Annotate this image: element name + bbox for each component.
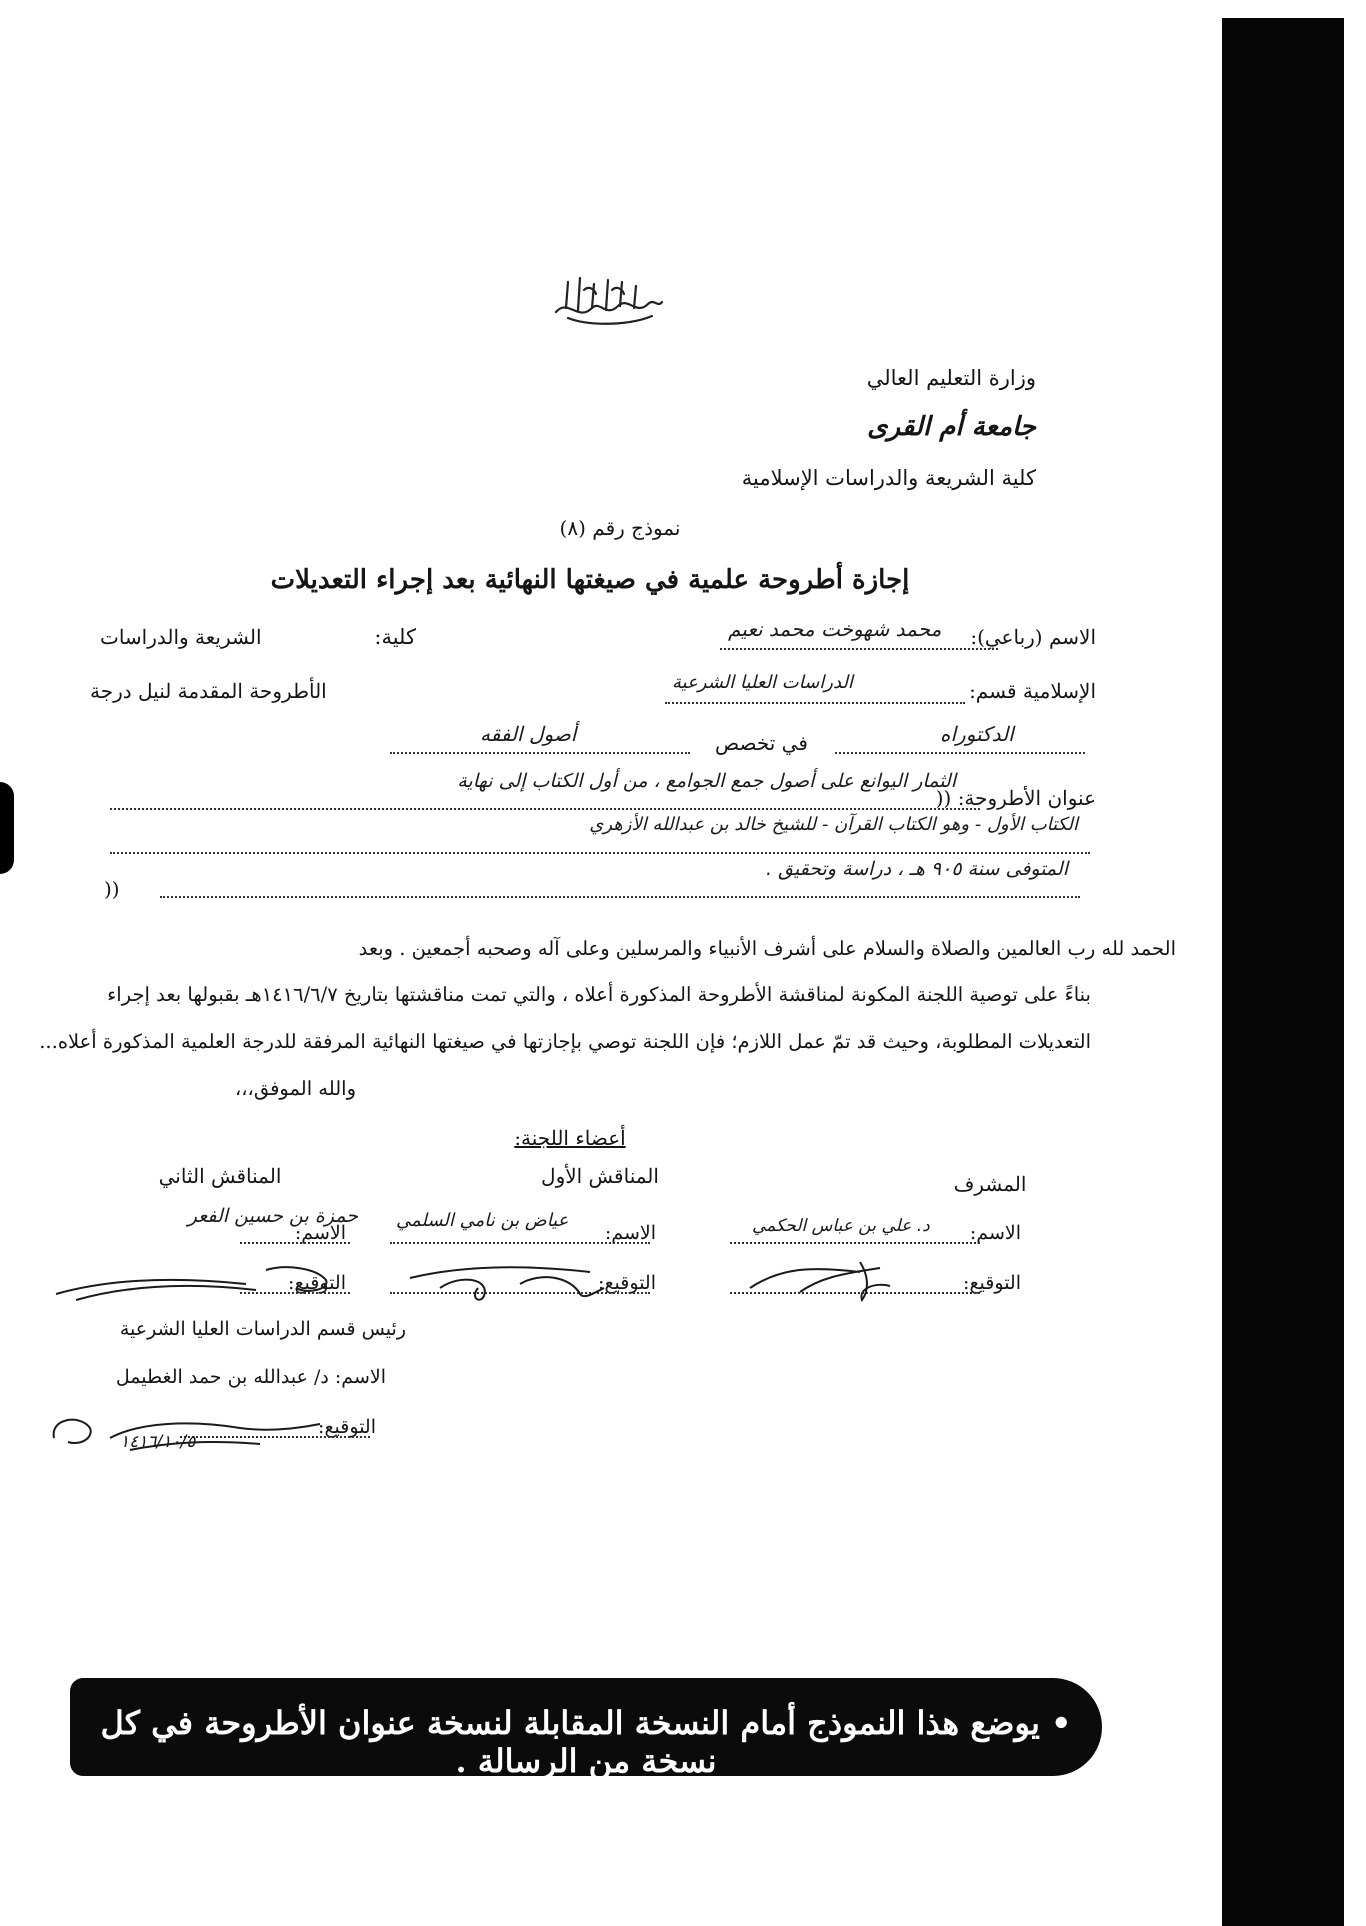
name-label: الاسم (رباعي):	[970, 625, 1096, 649]
university-name: جامعة أم القرى	[867, 412, 1036, 442]
first-examiner-signature	[400, 1248, 620, 1312]
second-examiner-name-value: حمزة بن حسين الفعر	[187, 1205, 358, 1227]
scan-punch-mark	[0, 782, 14, 874]
thesis-title-line3: المتوفى سنة ٩٠٥ هـ ، دراسة وتحقيق .	[766, 858, 1068, 880]
instruction-banner-text: • يوضع هذا النموذج أمام النسخة المقابلة لنسخة عنوان الأطروحة في كل نسخة من الرسالة .	[100, 1704, 1072, 1780]
second-examiner-signature	[46, 1250, 346, 1310]
degree-value: الدكتوراه	[940, 722, 1014, 746]
supervisor-signature	[740, 1248, 940, 1308]
college-label: كلية:	[374, 625, 416, 649]
basmala-calligraphy	[548, 268, 668, 330]
thesis-title-line2: الكتاب الأول - وهو الكتاب القرآن - للشيخ خالد بن عبدالله الأزهري	[589, 814, 1078, 835]
thesis-title-line1: الثمار اليوانع على أصول جمع الجوامع ، من أول الكتاب إلى نهاية	[457, 770, 956, 792]
thesis-degree-label: الأطروحة المقدمة لنيل درجة	[90, 679, 327, 703]
specialty-value: أصول الفقه	[480, 722, 577, 746]
second-examiner-role: المناقش الثاني	[158, 1164, 282, 1188]
scan-black-edge	[1222, 18, 1344, 1926]
document-title: إجازة أطروحة علمية في صيغتها النهائية بعد إجراء التعديلات	[270, 565, 910, 595]
first-examiner-role: المناقش الأول	[541, 1164, 659, 1188]
department-head-signature-note: ١٤١٦/١٠/٥	[120, 1432, 196, 1452]
first-examiner-name-label: الاسم:	[604, 1222, 656, 1244]
thesis-title-close: ))	[104, 877, 120, 901]
name-value: محمد شهوخت محمد نعيم	[728, 617, 942, 641]
department-head-signature-label: التوقيع:	[318, 1416, 376, 1438]
department-head-name: الاسم: د/ عبدالله بن حمد الغطيمل	[115, 1366, 386, 1388]
body-line-2: بناءً على توصية اللجنة المكونة لمناقشة الأطروحة المذكورة أعلاه ، والتي تمت مناقشتها بتاريخ ١٤١٦/٦/٧هـ بقبولها بعد إجراء	[107, 983, 1091, 1006]
form-number: نموذج رقم (٨)	[559, 516, 681, 540]
first-examiner-name-value: عياض بن نامي السلمي	[396, 1210, 569, 1231]
body-line-1: الحمد لله رب العالمين والصلاة والسلام على أشرف الأنبياء والمرسلين وعلى آله وصحبه أجمعين . وبعد	[358, 937, 1176, 960]
college-value: الشريعة والدراسات	[100, 625, 262, 649]
closing-line: والله الموفق،،،	[234, 1077, 356, 1100]
department-head-title: رئيس قسم الدراسات العليا الشرعية	[119, 1318, 406, 1340]
committee-heading: أعضاء اللجنة:	[514, 1126, 626, 1150]
supervisor-role: المشرف	[953, 1172, 1027, 1196]
first-examiner-signature-label: التوقيع:	[598, 1272, 656, 1294]
second-examiner-signature-label: التوقيع:	[288, 1272, 346, 1294]
body-line-3: التعديلات المطلوبة، وحيث قد تمّ عمل اللازم؛ فإن اللجنة توصي بإجازتها في صيغتها النهائية المرفقة للدرجة العلمية المذكورة أعلاه...	[39, 1030, 1091, 1053]
department-value: الدراسات العليا الشرعية	[672, 672, 853, 693]
supervisor-name-value: د. علي بن عباس الحكمي	[752, 1216, 930, 1236]
specialty-label: في تخصص	[715, 731, 808, 755]
instruction-banner	[70, 1678, 1102, 1780]
thesis-title-label: عنوان الأطروحة: ((	[935, 786, 1096, 810]
islamic-dept-label: الإسلامية قسم:	[969, 679, 1096, 703]
ministry-name: وزارة التعليم العالي	[866, 366, 1036, 390]
supervisor-name-label: الاسم:	[969, 1222, 1021, 1244]
college-name: كلية الشريعة والدراسات الإسلامية	[741, 466, 1036, 490]
supervisor-signature-label: التوقيع:	[963, 1272, 1021, 1294]
second-examiner-name-label: الاسم:	[294, 1222, 346, 1244]
